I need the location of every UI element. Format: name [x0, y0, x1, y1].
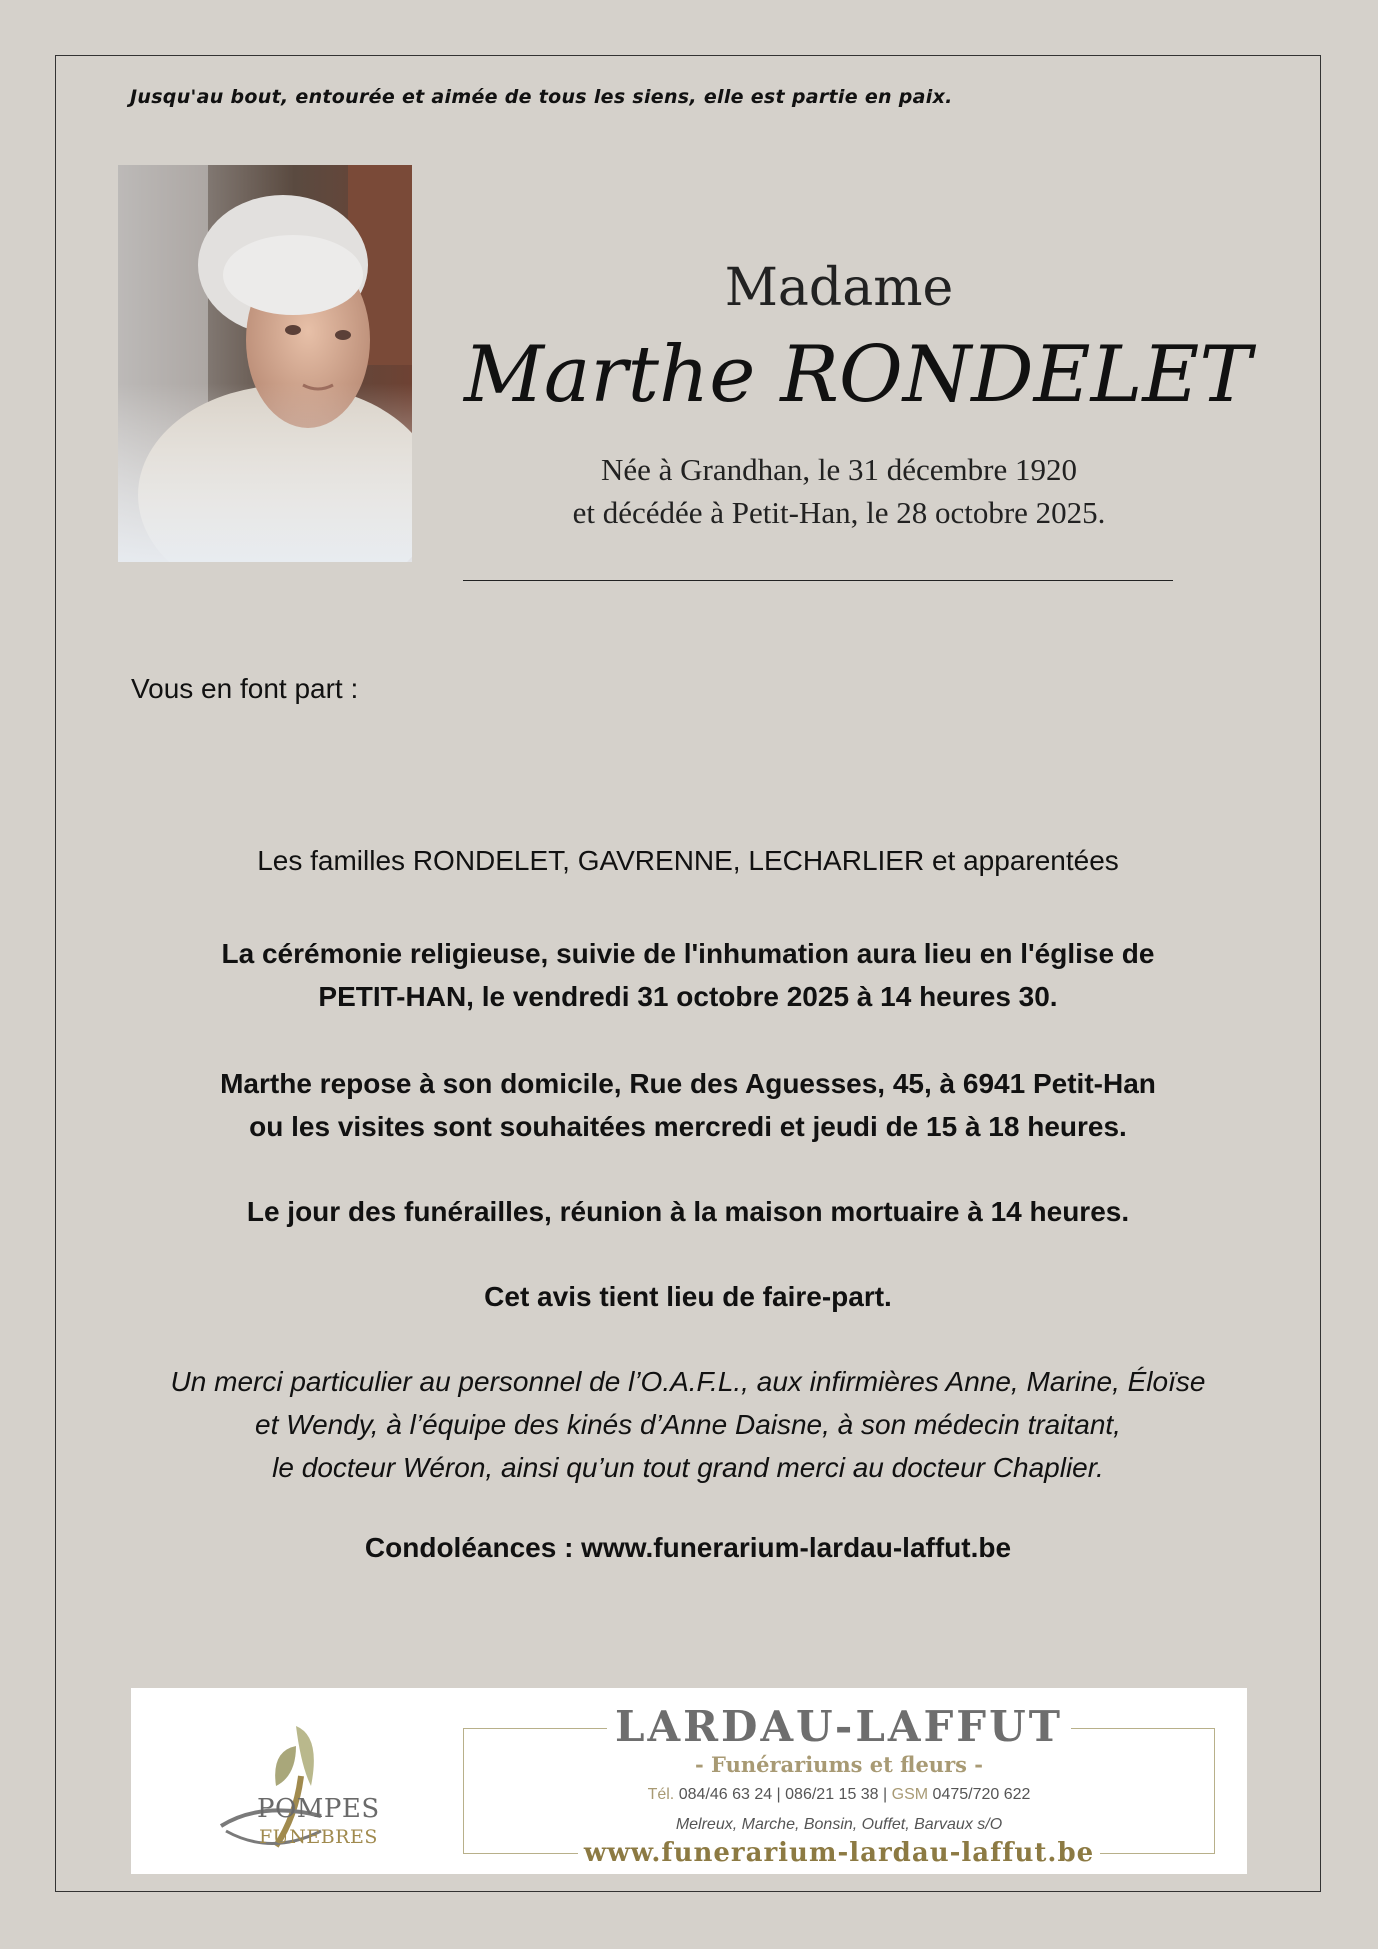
ceremony-line-1: La cérémonie religieuse, suivie de l'inhumation aura lieu en l'église de: [221, 938, 1155, 969]
notice-text: Cet avis tient lieu de faire-part.: [484, 1281, 892, 1312]
funeral-home-banner: [131, 1688, 1247, 1874]
deceased-title: Madame: [724, 258, 954, 318]
logo-text-funebres: FUNEBRES: [259, 1826, 378, 1848]
thanks-line-1: Un merci particulier au personnel de l’O.A.F.L., aux infirmières Anne, Marine, Éloïse: [170, 1366, 1206, 1397]
portrait-photo: [118, 165, 412, 562]
portrait-illustration: [118, 165, 412, 562]
brand-name-text: LARDAU-LAFFUT: [607, 1702, 1071, 1751]
gsm-number: 0475/720 622: [932, 1786, 1031, 1803]
brand-name: [461, 1702, 1217, 1751]
birth-line: Née à Grandhan, le 31 décembre 1920: [601, 452, 1077, 487]
locations: Melreux, Marche, Bonsin, Ouffet, Barvaux s/O: [675, 1816, 1003, 1833]
brand-tagline: - Funérariums et fleurs -: [695, 1752, 983, 1777]
gathering-info: Le jour des funérailles, réunion à la maison mortuaire à 14 heures.: [246, 1196, 1130, 1227]
rest-line-1: Marthe repose à son domicile, Rue des Aguesses, 45, à 6941 Petit-Han: [220, 1068, 1156, 1099]
rest-line-2: ou les visites sont souhaitées mercredi et jeudi de 15 à 18 heures.: [249, 1111, 1127, 1142]
death-line: et décédée à Petit-Han, le 28 octobre 2025.: [572, 495, 1106, 530]
rest-info: [110, 1062, 1266, 1148]
families-text: Les familles RONDELET, GAVRENNE, LECHARLIER et apparentées: [257, 845, 1119, 876]
thanks-text: [110, 1360, 1266, 1489]
epitaph: Jusqu'au bout, entourée et aimée de tous les siens, elle est partie en paix.: [130, 86, 953, 108]
deceased-name: Marthe RONDELET: [464, 330, 1252, 420]
banner-url-text[interactable]: www.funerarium-lardau-laffut.be: [578, 1838, 1100, 1868]
divider: [463, 580, 1173, 581]
tel-label: Tél.: [647, 1786, 675, 1803]
gsm-label: GSM: [891, 1786, 929, 1803]
condolences-link[interactable]: Condoléances : www.funerarium-lardau-laffut.be: [364, 1532, 1012, 1563]
thanks-line-2: et Wendy, à l’équipe des kinés d’Anne Daisne, à son médecin traitant,: [255, 1409, 1121, 1440]
deceased-dates: [464, 448, 1214, 534]
announce-text: Vous en font part :: [131, 673, 359, 704]
ceremony-line-2: PETIT-HAN, le vendredi 31 octobre 2025 à 14 heures 30.: [318, 981, 1058, 1012]
tel-numbers: 084/46 63 24 | 086/21 15 38: [678, 1786, 879, 1803]
phone-numbers: Tél. 084/46 63 24 | 086/21 15 38 | GSM 0475/720 622: [647, 1786, 1031, 1803]
banner-url[interactable]: [461, 1838, 1217, 1868]
logo-text-pompes: POMPES: [257, 1794, 380, 1824]
thanks-line-3: le docteur Wéron, ainsi qu’un tout grand merci au docteur Chaplier.: [272, 1452, 1104, 1483]
ceremony-info: [110, 932, 1266, 1018]
